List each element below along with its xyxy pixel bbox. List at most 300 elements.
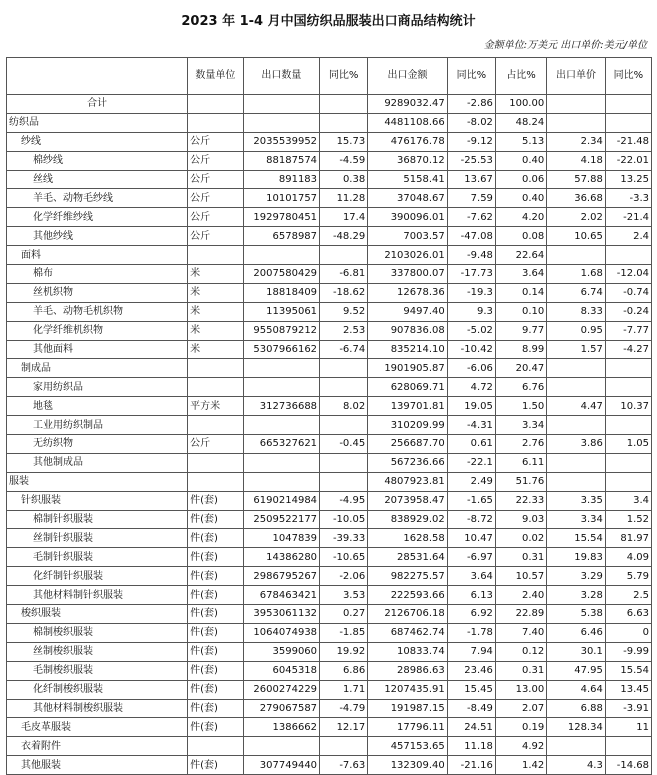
- cell-qty: 6190214984: [243, 491, 319, 510]
- cell-share: 48.24: [495, 113, 546, 132]
- cell-amt-yoy: -6.06: [447, 359, 495, 378]
- cell-name: 丝线: [7, 170, 188, 189]
- cell-amt-yoy: 6.13: [447, 586, 495, 605]
- cell-amt: 2073958.47: [368, 491, 448, 510]
- cell-unit: 公斤: [188, 227, 243, 246]
- cell-amt-yoy: -6.97: [447, 548, 495, 567]
- cell-unit: [188, 453, 243, 472]
- cell-amt: 835214.10: [368, 340, 448, 359]
- cell-unit: 件(套): [188, 756, 243, 775]
- cell-amt-yoy: -8.72: [447, 510, 495, 529]
- table-header-row: [7, 58, 652, 95]
- cell-share: 22.64: [495, 246, 546, 265]
- table-row: [7, 605, 652, 624]
- cell-unit: 件(套): [188, 699, 243, 718]
- cell-amt-yoy: 23.46: [447, 661, 495, 680]
- cell-name: 棉布: [7, 265, 188, 284]
- cell-qty: [243, 113, 319, 132]
- cell-share: 1.42: [495, 756, 546, 775]
- cell-unit: [188, 95, 243, 114]
- cell-name: 丝机织物: [7, 283, 188, 302]
- cell-name: 无纺织物: [7, 435, 188, 454]
- cell-unit: 公斤: [188, 132, 243, 151]
- cell-price: 3.34: [547, 510, 606, 529]
- cell-amt: 838929.02: [368, 510, 448, 529]
- table-row: [7, 246, 652, 265]
- cell-share: 9.03: [495, 510, 546, 529]
- cell-share: 0.31: [495, 548, 546, 567]
- cell-unit: 平方米: [188, 397, 243, 416]
- cell-share: 4.92: [495, 737, 546, 756]
- cell-price-yoy: -21.48: [605, 132, 651, 151]
- cell-price: 3.86: [547, 435, 606, 454]
- cell-share: 2.07: [495, 699, 546, 718]
- cell-share: 0.06: [495, 170, 546, 189]
- cell-price: 4.3: [547, 756, 606, 775]
- cell-share: 0.31: [495, 661, 546, 680]
- cell-amt: 256687.70: [368, 435, 448, 454]
- cell-amt-yoy: 24.51: [447, 718, 495, 737]
- cell-share: 0.14: [495, 283, 546, 302]
- cell-unit: 米: [188, 283, 243, 302]
- cell-qty: 891183: [243, 170, 319, 189]
- cell-amt: 28531.64: [368, 548, 448, 567]
- cell-amt: 982275.57: [368, 567, 448, 586]
- cell-qty: 312736688: [243, 397, 319, 416]
- cell-share: 2.40: [495, 586, 546, 605]
- cell-amt: 1901905.87: [368, 359, 448, 378]
- cell-qty: 2600274229: [243, 680, 319, 699]
- cell-amt-yoy: 15.45: [447, 680, 495, 699]
- cell-price: 47.95: [547, 661, 606, 680]
- table-row: [7, 567, 652, 586]
- header-amount-yoy: 同比%: [447, 58, 495, 95]
- cell-price: 36.68: [547, 189, 606, 208]
- cell-price-yoy: 0: [605, 623, 651, 642]
- table-row: [7, 529, 652, 548]
- cell-price: 30.1: [547, 642, 606, 661]
- cell-price-yoy: [605, 95, 651, 114]
- cell-share: 1.50: [495, 397, 546, 416]
- cell-unit: [188, 472, 243, 491]
- table-row: [7, 661, 652, 680]
- cell-amt: 139701.81: [368, 397, 448, 416]
- cell-share: 5.13: [495, 132, 546, 151]
- cell-share: 0.19: [495, 718, 546, 737]
- export-structure-table: [6, 57, 652, 775]
- cell-amt-yoy: -1.65: [447, 491, 495, 510]
- cell-name: 丝制针织服装: [7, 529, 188, 548]
- cell-qty: 279067587: [243, 699, 319, 718]
- table-row: [7, 737, 652, 756]
- cell-qty: 1047839: [243, 529, 319, 548]
- cell-price: 57.88: [547, 170, 606, 189]
- cell-price-yoy: [605, 737, 651, 756]
- cell-qty-yoy: [320, 246, 368, 265]
- cell-name: 家用纺织品: [7, 378, 188, 397]
- cell-amt-yoy: -17.73: [447, 265, 495, 284]
- table-row: [7, 548, 652, 567]
- cell-amt: 5158.41: [368, 170, 448, 189]
- cell-qty: 3599060: [243, 642, 319, 661]
- cell-amt: 12678.36: [368, 283, 448, 302]
- cell-amt-yoy: -9.48: [447, 246, 495, 265]
- cell-qty-yoy: [320, 737, 368, 756]
- cell-name: 化纤制针织服装: [7, 567, 188, 586]
- cell-name: 羊毛、动物毛机织物: [7, 302, 188, 321]
- cell-price-yoy: 2.5: [605, 586, 651, 605]
- cell-amt-yoy: 10.47: [447, 529, 495, 548]
- cell-amt-yoy: -47.08: [447, 227, 495, 246]
- cell-qty: 1929780451: [243, 208, 319, 227]
- cell-name: 毛制梭织服装: [7, 661, 188, 680]
- cell-qty-yoy: -4.59: [320, 151, 368, 170]
- cell-price: 19.83: [547, 548, 606, 567]
- cell-price: [547, 95, 606, 114]
- cell-price: 15.54: [547, 529, 606, 548]
- cell-name: 面料: [7, 246, 188, 265]
- cell-qty: [243, 359, 319, 378]
- cell-qty-yoy: -18.62: [320, 283, 368, 302]
- cell-amt-yoy: 19.05: [447, 397, 495, 416]
- cell-price: 4.18: [547, 151, 606, 170]
- cell-unit: 件(套): [188, 718, 243, 737]
- cell-amt-yoy: -1.78: [447, 623, 495, 642]
- cell-share: 7.40: [495, 623, 546, 642]
- cell-amt: 9497.40: [368, 302, 448, 321]
- table-row: [7, 586, 652, 605]
- cell-price: 1.57: [547, 340, 606, 359]
- cell-qty: 307749440: [243, 756, 319, 775]
- cell-name: 地毯: [7, 397, 188, 416]
- cell-unit: 件(套): [188, 642, 243, 661]
- cell-share: 0.10: [495, 302, 546, 321]
- cell-price-yoy: [605, 416, 651, 435]
- cell-share: 4.20: [495, 208, 546, 227]
- cell-amt: 9289032.47: [368, 95, 448, 114]
- cell-qty-yoy: -39.33: [320, 529, 368, 548]
- cell-amt-yoy: -10.42: [447, 340, 495, 359]
- cell-name: 梭织服装: [7, 605, 188, 624]
- cell-unit: [188, 416, 243, 435]
- cell-qty-yoy: 17.4: [320, 208, 368, 227]
- cell-unit: 公斤: [188, 208, 243, 227]
- cell-share: 0.08: [495, 227, 546, 246]
- cell-share: 0.40: [495, 189, 546, 208]
- cell-qty-yoy: 6.86: [320, 661, 368, 680]
- table-row: [7, 189, 652, 208]
- cell-name: 其他纱线: [7, 227, 188, 246]
- cell-unit: 米: [188, 321, 243, 340]
- cell-price-yoy: 10.37: [605, 397, 651, 416]
- cell-unit: 件(套): [188, 548, 243, 567]
- cell-qty-yoy: [320, 359, 368, 378]
- header-qty: 出口数量: [243, 58, 319, 95]
- cell-qty-yoy: 2.53: [320, 321, 368, 340]
- table-row: [7, 397, 652, 416]
- cell-qty-yoy: -2.06: [320, 567, 368, 586]
- table-row: [7, 491, 652, 510]
- table-row: [7, 378, 652, 397]
- cell-qty: [243, 737, 319, 756]
- cell-price: 128.34: [547, 718, 606, 737]
- cell-unit: [188, 378, 243, 397]
- cell-name: 羊毛、动物毛纱线: [7, 189, 188, 208]
- cell-qty-yoy: 15.73: [320, 132, 368, 151]
- cell-unit: 件(套): [188, 605, 243, 624]
- cell-share: 13.00: [495, 680, 546, 699]
- cell-qty: [243, 472, 319, 491]
- header-share: 占比%: [495, 58, 546, 95]
- cell-price: 8.33: [547, 302, 606, 321]
- cell-share: 20.47: [495, 359, 546, 378]
- cell-amt: 17796.11: [368, 718, 448, 737]
- cell-qty: [243, 378, 319, 397]
- cell-qty-yoy: -0.45: [320, 435, 368, 454]
- cell-price-yoy: [605, 113, 651, 132]
- cell-qty-yoy: [320, 416, 368, 435]
- cell-price: 0.95: [547, 321, 606, 340]
- cell-amt: 687462.74: [368, 623, 448, 642]
- cell-price-yoy: 1.05: [605, 435, 651, 454]
- cell-qty: 678463421: [243, 586, 319, 605]
- cell-amt: 628069.71: [368, 378, 448, 397]
- cell-price-yoy: 1.52: [605, 510, 651, 529]
- cell-name: 服装: [7, 472, 188, 491]
- cell-name: 制成品: [7, 359, 188, 378]
- cell-name: 棉纱线: [7, 151, 188, 170]
- cell-price: 10.65: [547, 227, 606, 246]
- cell-share: 0.40: [495, 151, 546, 170]
- cell-qty-yoy: -10.05: [320, 510, 368, 529]
- cell-qty: 665327621: [243, 435, 319, 454]
- table-row: [7, 623, 652, 642]
- cell-amt-yoy: -19.3: [447, 283, 495, 302]
- cell-amt: 457153.65: [368, 737, 448, 756]
- cell-unit: 公斤: [188, 151, 243, 170]
- cell-qty: [243, 246, 319, 265]
- cell-amt: 337800.07: [368, 265, 448, 284]
- cell-amt: 1207435.91: [368, 680, 448, 699]
- cell-unit: 件(套): [188, 586, 243, 605]
- cell-qty: 3953061132: [243, 605, 319, 624]
- cell-price: 6.88: [547, 699, 606, 718]
- table-row: [7, 151, 652, 170]
- header-name: [7, 58, 188, 95]
- cell-amt-yoy: -5.02: [447, 321, 495, 340]
- cell-price: 1.68: [547, 265, 606, 284]
- cell-qty: 6045318: [243, 661, 319, 680]
- cell-price-yoy: [605, 359, 651, 378]
- cell-qty-yoy: 8.02: [320, 397, 368, 416]
- cell-unit: 米: [188, 265, 243, 284]
- cell-name: 丝制梭织服装: [7, 642, 188, 661]
- cell-qty-yoy: 19.92: [320, 642, 368, 661]
- cell-price: [547, 737, 606, 756]
- cell-amt-yoy: 13.67: [447, 170, 495, 189]
- cell-qty-yoy: 9.52: [320, 302, 368, 321]
- cell-qty-yoy: 0.27: [320, 605, 368, 624]
- cell-price-yoy: 11: [605, 718, 651, 737]
- table-row: [7, 95, 652, 114]
- table-row: [7, 340, 652, 359]
- cell-amt: 36870.12: [368, 151, 448, 170]
- cell-qty: [243, 95, 319, 114]
- cell-name: 棉制梭织服装: [7, 623, 188, 642]
- cell-amt-yoy: 3.64: [447, 567, 495, 586]
- cell-amt-yoy: -2.86: [447, 95, 495, 114]
- cell-share: 6.11: [495, 453, 546, 472]
- cell-qty: 11395061: [243, 302, 319, 321]
- cell-unit: 件(套): [188, 567, 243, 586]
- cell-price: [547, 246, 606, 265]
- cell-qty-yoy: 1.71: [320, 680, 368, 699]
- cell-amt: 2103026.01: [368, 246, 448, 265]
- table-body: [7, 95, 652, 775]
- cell-qty: 2007580429: [243, 265, 319, 284]
- header-unit: 数量单位: [188, 58, 243, 95]
- cell-qty-yoy: 12.17: [320, 718, 368, 737]
- cell-unit: 公斤: [188, 189, 243, 208]
- cell-unit: 米: [188, 302, 243, 321]
- cell-unit: [188, 737, 243, 756]
- cell-price: [547, 416, 606, 435]
- table-row: [7, 208, 652, 227]
- cell-name: 毛制针织服装: [7, 548, 188, 567]
- cell-share: 2.76: [495, 435, 546, 454]
- table-row: [7, 435, 652, 454]
- header-amount: 出口金额: [368, 58, 448, 95]
- cell-amt-yoy: -9.12: [447, 132, 495, 151]
- cell-qty-yoy: -7.63: [320, 756, 368, 775]
- cell-amt-yoy: -4.31: [447, 416, 495, 435]
- table-row: [7, 265, 652, 284]
- cell-price: 3.35: [547, 491, 606, 510]
- table-row: [7, 680, 652, 699]
- cell-amt: 567236.66: [368, 453, 448, 472]
- header-qty-yoy: 同比%: [320, 58, 368, 95]
- cell-unit: 件(套): [188, 510, 243, 529]
- cell-amt-yoy: -7.62: [447, 208, 495, 227]
- page-title: 2023 年 1-4 月中国纺织品服装出口商品结构统计: [181, 14, 476, 29]
- cell-price-yoy: -12.04: [605, 265, 651, 284]
- cell-price-yoy: 4.09: [605, 548, 651, 567]
- cell-unit: [188, 113, 243, 132]
- cell-qty-yoy: [320, 472, 368, 491]
- cell-price-yoy: -7.77: [605, 321, 651, 340]
- cell-amt: 4481108.66: [368, 113, 448, 132]
- cell-amt-yoy: -25.53: [447, 151, 495, 170]
- cell-amt: 310209.99: [368, 416, 448, 435]
- cell-qty-yoy: -4.95: [320, 491, 368, 510]
- cell-amt: 476176.78: [368, 132, 448, 151]
- table-row: [7, 283, 652, 302]
- cell-unit: 件(套): [188, 661, 243, 680]
- table-row: [7, 718, 652, 737]
- table-row: [7, 642, 652, 661]
- cell-name: 化学纤维纱线: [7, 208, 188, 227]
- cell-share: 9.77: [495, 321, 546, 340]
- cell-price: 6.46: [547, 623, 606, 642]
- cell-amt: 7003.57: [368, 227, 448, 246]
- cell-qty-yoy: [320, 453, 368, 472]
- cell-amt-yoy: 11.18: [447, 737, 495, 756]
- cell-qty-yoy: [320, 113, 368, 132]
- cell-amt-yoy: -8.49: [447, 699, 495, 718]
- cell-amt: 907836.08: [368, 321, 448, 340]
- cell-name: 毛皮革服装: [7, 718, 188, 737]
- table-row: [7, 113, 652, 132]
- table-row: [7, 170, 652, 189]
- cell-price: 3.29: [547, 567, 606, 586]
- table-row: [7, 756, 652, 775]
- cell-price: 4.64: [547, 680, 606, 699]
- cell-qty-yoy: -48.29: [320, 227, 368, 246]
- cell-amt: 222593.66: [368, 586, 448, 605]
- cell-price: 2.34: [547, 132, 606, 151]
- cell-name: 其他材料制梭织服装: [7, 699, 188, 718]
- cell-qty-yoy: 11.28: [320, 189, 368, 208]
- table-row: [7, 472, 652, 491]
- cell-price: [547, 113, 606, 132]
- cell-name: 纺织品: [7, 113, 188, 132]
- cell-amt-yoy: 9.3: [447, 302, 495, 321]
- cell-qty-yoy: 0.38: [320, 170, 368, 189]
- table-row: [7, 227, 652, 246]
- table-row: [7, 302, 652, 321]
- cell-qty: [243, 416, 319, 435]
- cell-share: 3.34: [495, 416, 546, 435]
- cell-qty-yoy: 3.53: [320, 586, 368, 605]
- cell-qty: 2035539952: [243, 132, 319, 151]
- cell-unit: [188, 359, 243, 378]
- cell-qty: 88187574: [243, 151, 319, 170]
- cell-qty: 14386280: [243, 548, 319, 567]
- header-price: 出口单价: [547, 58, 606, 95]
- cell-price-yoy: -3.91: [605, 699, 651, 718]
- cell-price: 2.02: [547, 208, 606, 227]
- cell-unit: 米: [188, 340, 243, 359]
- cell-price: 3.28: [547, 586, 606, 605]
- cell-share: 8.99: [495, 340, 546, 359]
- cell-unit: 公斤: [188, 170, 243, 189]
- cell-qty-yoy: -6.74: [320, 340, 368, 359]
- cell-price-yoy: [605, 472, 651, 491]
- table-row: [7, 510, 652, 529]
- cell-qty: 1386662: [243, 718, 319, 737]
- cell-qty-yoy: -6.81: [320, 265, 368, 284]
- cell-price-yoy: -21.4: [605, 208, 651, 227]
- cell-amt: 390096.01: [368, 208, 448, 227]
- cell-qty: 6578987: [243, 227, 319, 246]
- cell-qty: 2509522177: [243, 510, 319, 529]
- cell-unit: 公斤: [188, 435, 243, 454]
- cell-name: 棉制针织服装: [7, 510, 188, 529]
- cell-price: 5.38: [547, 605, 606, 624]
- cell-price-yoy: 81.97: [605, 529, 651, 548]
- cell-name: 化学纤维机织物: [7, 321, 188, 340]
- cell-price-yoy: 6.63: [605, 605, 651, 624]
- cell-price-yoy: 13.45: [605, 680, 651, 699]
- cell-amt-yoy: -21.16: [447, 756, 495, 775]
- cell-name: 其他制成品: [7, 453, 188, 472]
- cell-qty-yoy: [320, 95, 368, 114]
- cell-amt: 28986.63: [368, 661, 448, 680]
- cell-price: 6.74: [547, 283, 606, 302]
- cell-amt: 37048.67: [368, 189, 448, 208]
- cell-amt-yoy: 7.59: [447, 189, 495, 208]
- cell-share: 6.76: [495, 378, 546, 397]
